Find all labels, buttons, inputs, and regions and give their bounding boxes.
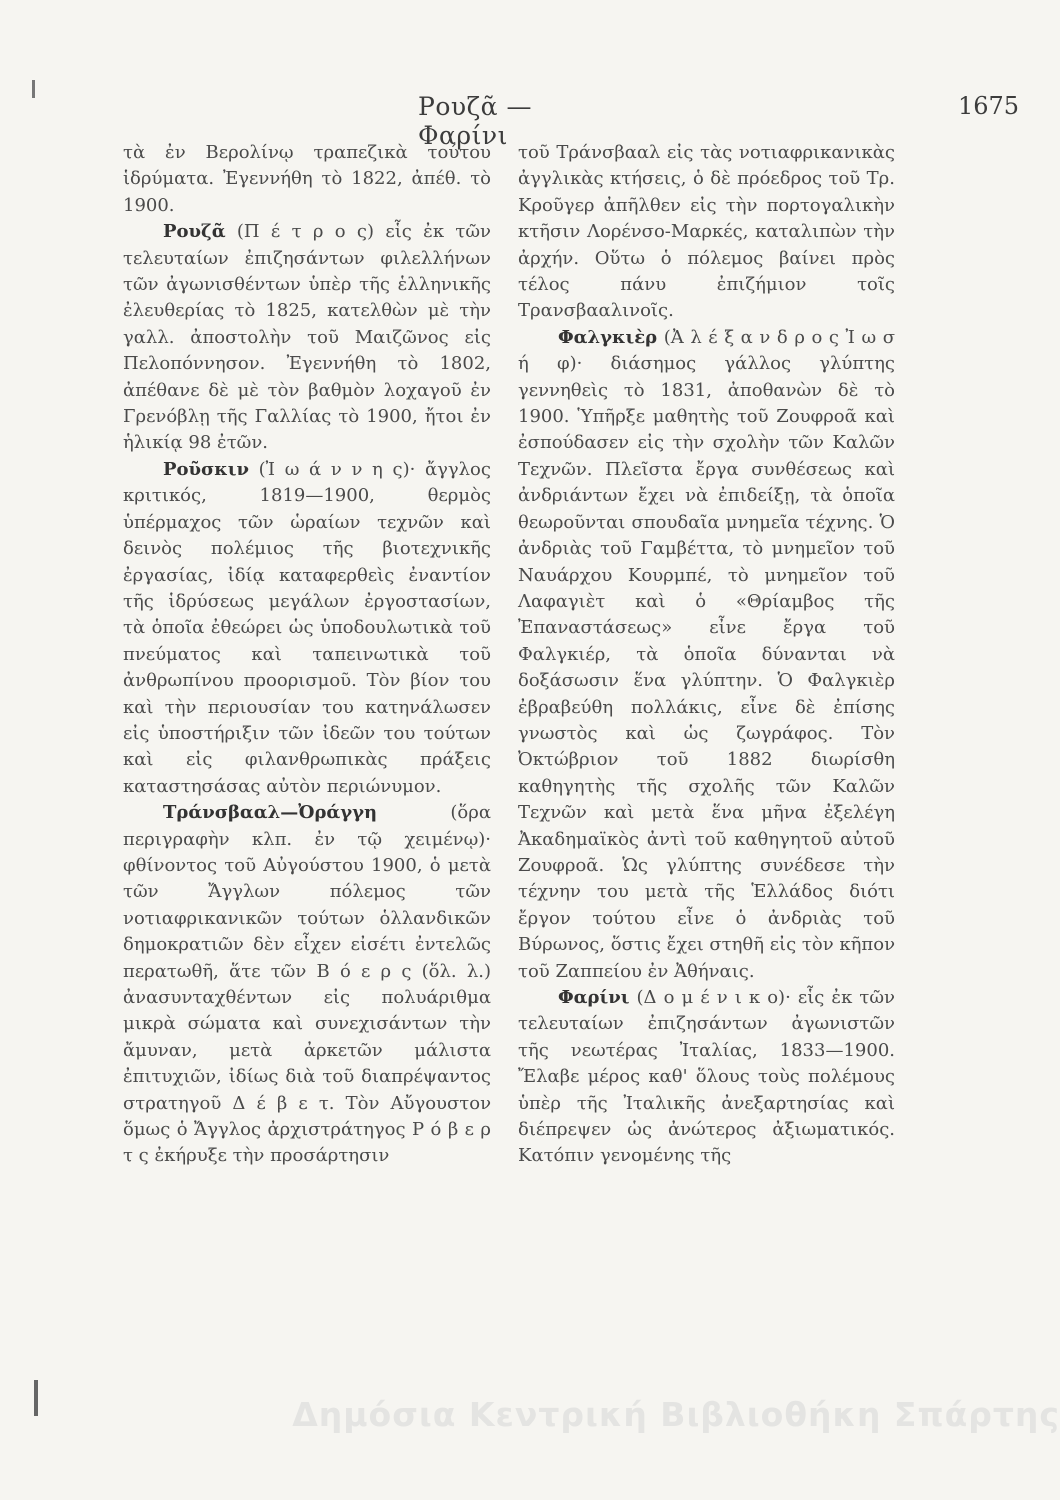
entry-text: (ὅρα περιγραφὴν κλπ. ἐν τῷ χειμένῳ)· φθίνοντος τοῦ Αὐγούστου 1900, ὁ μετὰ τῶν Ἄγγλων πόλεμος τῶν νοτιαφρικανικῶν τούτων ὁλλανδικῶν δημοκρατιῶν δὲν εἶχεν εἰσέτι ἐντελῶς περατωθῆ, ἅτε τῶν bbox=[123, 802, 491, 982]
entry-text: · ἄγγλος κριτικός, 1819—1900, θερμὸς ὑπέρμαχος τῶν ὡραίων τεχνῶν καὶ δεινὸς πολέμιος τῆς βιοτεχνικῆς ἐργασίας, ἰδίᾳ καταφερθεὶς ἐναντίον τῆς ἱδρύσεως μεγάλων ἐργοστασίων, τὰ ὁποῖα ἐθεώρει ὡς ὑποδουλωτικὰ τοῦ πνεύματος καὶ ταπεινωτικὰ τοῦ ἀνθρωπίνου προορισμοῦ. Τὸν βίον του καὶ τὴν περιουσίαν του κατηνάλωσεν εἰς ὑποστήριξιν τῶν ἰδεῶν του τούτων καὶ εἰς φιλανθρωπικὰς πράξεις καταστησάσας αὐτὸν περιώνυμον. bbox=[123, 458, 491, 797]
entry-name: (Ἀ λ έ ξ α ν δ ρ ο ς Ἰ ω σ ή φ) bbox=[518, 326, 895, 375]
entry-text: εἷς ἐκ τῶν τελευταίων ἐπιζησάντων φιλελλήνων τῶν ἀγωνισθέντων ὑπὲρ τῆς ἑλληνικῆς ἐλευθερίας τὸ 1825, κατελθὼν μὲ τὴν γαλλ. ἀποστολὴν τοῦ Μαιζῶνος εἰς Πελοπόννησον. Ἐγεννήθη τὸ 1802, ἀπέθανε δὲ μὲ τὸν βαθμὸν λοχαγοῦ ἐν Γρενόβλῃ τῆς Γαλλίας τὸ 1900, ἤτοι ἐν ἡλικίᾳ 98 ἐτῶν. bbox=[123, 221, 491, 454]
entry-text: Τὸν Αὔγουστον ὅμως ὁ Ἄγγλος ἀρχιστράτηγος bbox=[123, 1092, 492, 1141]
entry-text: ἐκήρυξε τὴν προσάρτησιν bbox=[148, 1145, 390, 1167]
entry-text: · εἷς ἐκ τῶν τελευταίων ἐπιζησάντων ἀγωνιστῶν τῆς νεωτέρας Ἰταλίας, 1833—1900. Ἔλαβε μέρος καθ' ὅλους τοὺς πολέμους ὑπὲρ τῆς Ἰταλικῆς ἀνεξαρτησίας καὶ διέπρεψεν ὡς ἀνώτερος ἀξιωματικός. Κατόπιν γενομένης τῆς bbox=[518, 987, 895, 1167]
headword: Τράνσβααλ—Ὀράγγη bbox=[163, 802, 378, 824]
page-number: 1675 bbox=[958, 92, 1020, 120]
headword: Ροῦσκιν bbox=[163, 458, 249, 480]
spaced-name: Δ έ β ε τ. bbox=[232, 1092, 335, 1114]
entry-name: (Ἰ ω ά ν ν η ς) bbox=[258, 458, 410, 480]
right-column bbox=[518, 140, 895, 1170]
headword: Φαλγκιὲρ bbox=[558, 326, 658, 348]
scan-edge-mark-bottom bbox=[34, 1380, 38, 1416]
library-watermark: Δημόσια Κεντρική Βιβλιοθήκη Σπάρτης bbox=[292, 1395, 1060, 1434]
entry-transvaal bbox=[123, 800, 491, 1170]
entry-name: (Δ ο μ έ ν ι κ ο) bbox=[636, 987, 786, 1008]
left-column bbox=[123, 140, 491, 1170]
entry-name: (Π έ τ ρ ο ς) bbox=[236, 221, 375, 243]
entry-farini bbox=[518, 985, 895, 1170]
paragraph: τὰ ἐν Βερολίνῳ τραπεζικὰ τούτου ἱδρύματα. Ἐγεννήθη τὸ 1822, ἀπέθ. τὸ 1900. bbox=[123, 142, 491, 216]
entry-text: · διάσημος γάλλος γλύπτης γεννηθεὶς τὸ 1831, ἀποθανὼν δὲ τὸ 1900. Ὑπῆρξε μαθητὴς τοῦ Ζουφροᾶ καὶ ἐσπούδασεν εἰς τὴν σχολὴν τῶν Καλῶν Τεχνῶν. Πλεῖστα ἔργα συνθέσεως καὶ ἀνδριάντων ἔχει νὰ ἐπιδείξῃ, τὰ ὁποῖα θεωροῦνται σπουδαῖα μνημεῖα τέχνης. Ὁ ἀνδριὰς τοῦ Γαμβέττα, τὸ μνημεῖον τοῦ Ναυάρχου Κουρμπέ, τὸ μνημεῖον τοῦ Λαφαγιὲτ καὶ ὁ «Θρίαμβος τῆς Ἐπαναστάσεως» εἶνε ἔργα τοῦ Φαλγκιέρ, τὰ ὁποῖα δύνανται νὰ δοξάσωσιν ἕνα γλύπτην. Ὁ Φαλγκιὲρ ἐβραβεύθη πολλάκις, εἶνε δὲ ἐπίσης γνωστὸς καὶ ὡς ζωγράφος. Τὸν Ὀκτώβριον τοῦ 1882 διωρίσθη καθηγητὴς τῆς σχολῆς τῶν Καλῶν Τεχνῶν καὶ μετὰ ἕνα μῆνα ἐξελέγη Ἀκαδημαϊκὸς ἀντὶ τοῦ καθηγητοῦ αὐτοῦ Ζουφροᾶ. Ὡς γλύπτης συνέδεσε τὴν τέχνην του μετὰ τῆς Ἑλλάδος διότι ἔργον τούτου εἶνε ὁ ἀνδριὰς τοῦ Βύρωνος, ὅστις ἔχει στηθῆ εἰς τὸν κῆπον τοῦ Ζαππείου ἐν Ἀθήναις. bbox=[518, 353, 896, 982]
headword: Φαρίνι bbox=[558, 987, 630, 1008]
headword: Ρουζᾶ bbox=[163, 221, 226, 243]
spaced-name: Ρ ό β ε ρ τ ς bbox=[123, 1119, 491, 1167]
paragraph: τοῦ Τράνσβααλ εἰς τὰς νοτιαφρικανικὰς ἀγγλικὰς κτήσεις, ὁ δὲ πρόεδρος τοῦ Τρ. Κροῦγερ ἀπῆλθεν εἰς τὴν πορτογαλικὴν κτῆσιν Λορένσο-Μαρκές, καταλιπὼν τὴν ἀρχήν. Οὕτω ὁ πόλεμος βαίνει πρὸς τέλος πάνυ ἐπιζήμιον τοῖς Τρανσβααλινοῖς. bbox=[518, 142, 895, 322]
entry-falguiere bbox=[518, 325, 895, 985]
scan-edge-mark bbox=[32, 80, 35, 98]
entry-ruskin bbox=[123, 457, 491, 800]
spaced-name: Β ό ε ρ ς bbox=[316, 960, 412, 982]
entry-rouza bbox=[123, 219, 491, 457]
running-header: Ρουζᾶ — Φαρίνι bbox=[418, 92, 532, 150]
entry-text: (ὅλ. λ.) ἀνασυνταχθέντων εἰς πολυάριθμα μικρὰ σώματα καὶ συνεχισάντων τὴν ἄμυναν, μετὰ ἀρκετῶν μάλιστα ἐπιτυχιῶν, ἰδίως διὰ τοῦ διαπρέψαντος στρατηγοῦ bbox=[123, 960, 491, 1114]
